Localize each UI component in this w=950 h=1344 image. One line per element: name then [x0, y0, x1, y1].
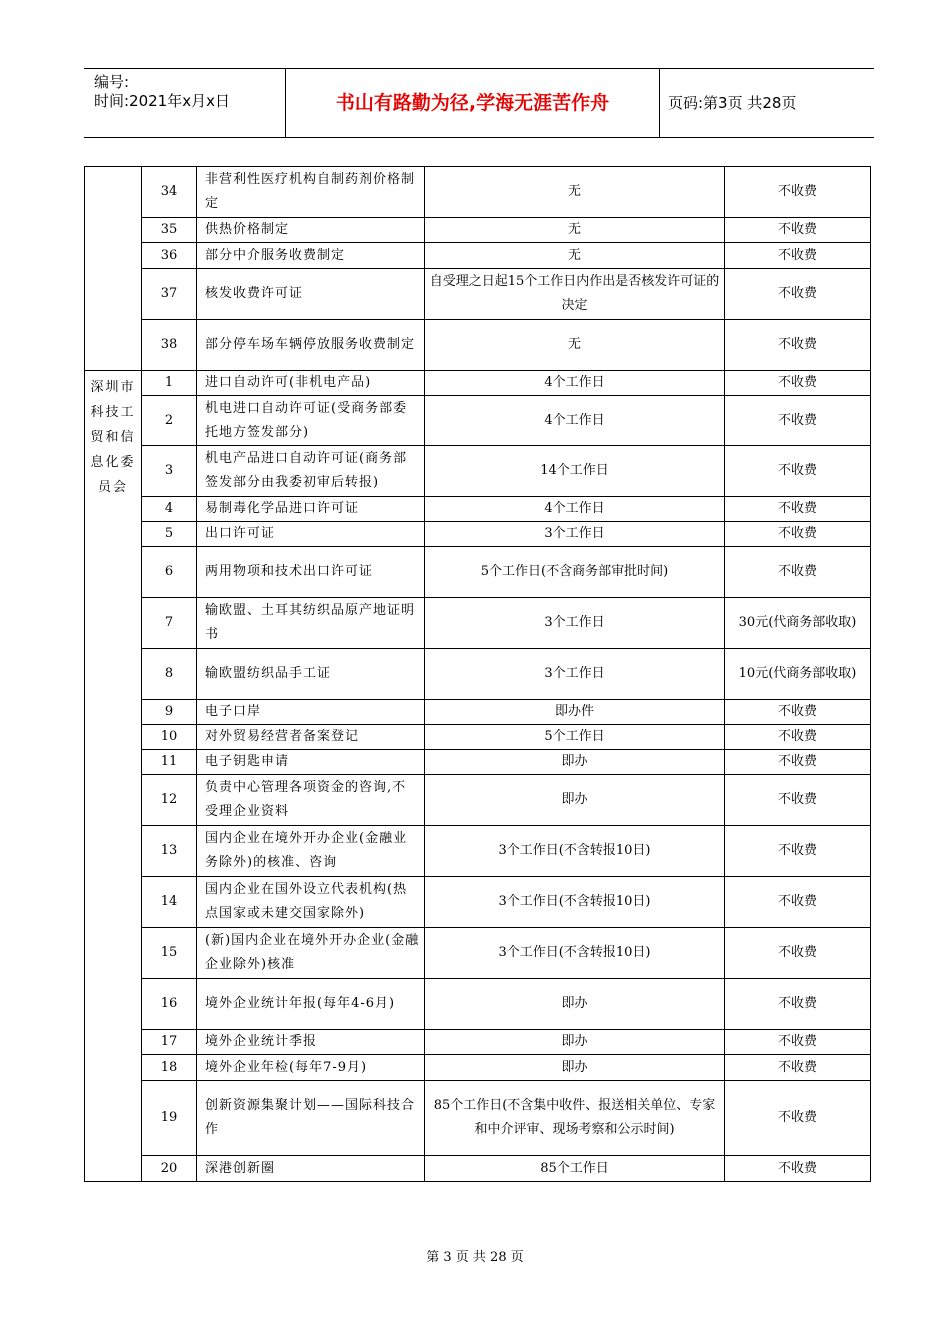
row-number: 18	[142, 1055, 197, 1081]
table-row	[85, 775, 871, 826]
item-name: 两用物项和技术出口许可证	[197, 547, 425, 598]
table-row	[85, 928, 871, 979]
processing-time: 4个工作日	[425, 371, 725, 396]
processing-time: 即办	[425, 979, 725, 1030]
header-page-number: 页码:第3页 共28页	[668, 94, 797, 112]
row-number: 10	[142, 725, 197, 750]
fee: 不收费	[725, 928, 871, 979]
fee: 不收费	[725, 725, 871, 750]
fee: 不收费	[725, 877, 871, 928]
fee: 不收费	[725, 775, 871, 826]
item-name: 机电进口自动许可证(受商务部委托地方签发部分)	[197, 396, 425, 446]
fee: 不收费	[725, 1030, 871, 1055]
processing-time: 即办	[425, 750, 725, 775]
table-row	[85, 725, 871, 750]
processing-time: 5个工作日	[425, 725, 725, 750]
item-name: 输欧盟纺织品手工证	[197, 649, 425, 700]
item-name: 核发收费许可证	[197, 269, 425, 320]
item-name: 出口许可证	[197, 522, 425, 547]
fee: 30元(代商务部收取)	[725, 598, 871, 649]
item-name: 机电产品进口自动许可证(商务部签发部分由我委初审后转报)	[197, 446, 425, 497]
item-name: 供热价格制定	[197, 218, 425, 243]
processing-time: 无	[425, 167, 725, 218]
row-number: 14	[142, 877, 197, 928]
fee: 不收费	[725, 750, 871, 775]
fee: 不收费	[725, 700, 871, 725]
table-row	[85, 1081, 871, 1156]
fee: 不收费	[725, 547, 871, 598]
row-number: 13	[142, 826, 197, 877]
row-number: 36	[142, 243, 197, 269]
header-meta	[94, 73, 230, 111]
table-row	[85, 269, 871, 320]
page-header	[84, 68, 874, 138]
fee: 不收费	[725, 1081, 871, 1156]
fee: 不收费	[725, 446, 871, 497]
table-row	[85, 218, 871, 243]
row-number: 5	[142, 522, 197, 547]
row-number: 34	[142, 167, 197, 218]
page-footer: 第 3 页 共 28 页	[426, 1250, 524, 1265]
item-name: 对外贸易经营者备案登记	[197, 725, 425, 750]
header-code: 编号:	[94, 73, 130, 91]
item-name: 电子口岸	[197, 700, 425, 725]
item-name: 部分中介服务收费制定	[197, 243, 425, 269]
processing-time: 即办	[425, 1030, 725, 1055]
processing-time: 无	[425, 218, 725, 243]
processing-time: 自受理之日起15个工作日内作出是否核发许可证的决定	[425, 269, 725, 320]
table-row	[85, 877, 871, 928]
fee: 不收费	[725, 497, 871, 522]
processing-time: 3个工作日	[425, 522, 725, 547]
item-name: 负责中心管理各项资金的咨询,不受理企业资料	[197, 775, 425, 826]
item-name: 创新资源集聚计划——国际科技合作	[197, 1081, 425, 1156]
item-name: 输欧盟、土耳其纺织品原产地证明书	[197, 598, 425, 649]
item-name: 部分停车场车辆停放服务收费制定	[197, 320, 425, 371]
row-number: 8	[142, 649, 197, 700]
fee: 不收费	[725, 1055, 871, 1081]
table-row	[85, 750, 871, 775]
item-name: 进口自动许可(非机电产品)	[197, 371, 425, 396]
row-number: 2	[142, 396, 197, 446]
processing-time: 无	[425, 320, 725, 371]
processing-time: 3个工作日(不含转报10日)	[425, 826, 725, 877]
processing-time: 即办	[425, 1055, 725, 1081]
table-row	[85, 826, 871, 877]
item-name: 境外企业统计年报(每年4-6月)	[197, 979, 425, 1030]
fee: 不收费	[725, 1156, 871, 1182]
row-number: 12	[142, 775, 197, 826]
department-cell	[85, 167, 142, 371]
table-row	[85, 1156, 871, 1182]
header-divider	[659, 69, 660, 137]
row-number: 3	[142, 446, 197, 497]
fee: 不收费	[725, 269, 871, 320]
row-number: 35	[142, 218, 197, 243]
table-row	[85, 167, 871, 218]
item-name: 易制毒化学品进口许可证	[197, 497, 425, 522]
fee: 不收费	[725, 826, 871, 877]
table-row	[85, 497, 871, 522]
processing-time: 无	[425, 243, 725, 269]
row-number: 1	[142, 371, 197, 396]
fee: 不收费	[725, 218, 871, 243]
processing-time: 3个工作日(不含转报10日)	[425, 877, 725, 928]
row-number: 11	[142, 750, 197, 775]
fee: 不收费	[725, 979, 871, 1030]
row-number: 7	[142, 598, 197, 649]
table-row	[85, 547, 871, 598]
processing-time: 即办件	[425, 700, 725, 725]
table-row	[85, 371, 871, 396]
row-number: 16	[142, 979, 197, 1030]
table-row	[85, 649, 871, 700]
row-number: 9	[142, 700, 197, 725]
processing-time: 3个工作日(不含转报10日)	[425, 928, 725, 979]
processing-time: 85个工作日(不含集中收件、报送相关单位、专家和中介评审、现场考察和公示时间)	[425, 1081, 725, 1156]
header-motto: 书山有路勤为径,学海无涯苦作舟	[335, 92, 610, 114]
processing-time: 5个工作日(不含商务部审批时间)	[425, 547, 725, 598]
service-table	[84, 166, 871, 1182]
row-number: 15	[142, 928, 197, 979]
item-name: 深港创新圈	[197, 1156, 425, 1182]
item-name: 国内企业在境外开办企业(金融业务除外)的核准、咨询	[197, 826, 425, 877]
fee: 不收费	[725, 522, 871, 547]
item-name: 境外企业年检(每年7-9月)	[197, 1055, 425, 1081]
processing-time: 14个工作日	[425, 446, 725, 497]
table-row	[85, 522, 871, 547]
table-row	[85, 700, 871, 725]
fee: 不收费	[725, 396, 871, 446]
header-time: 时间:2021年x月x日	[94, 92, 230, 110]
row-number: 17	[142, 1030, 197, 1055]
item-name: 电子钥匙申请	[197, 750, 425, 775]
fee: 不收费	[725, 371, 871, 396]
processing-time: 3个工作日	[425, 598, 725, 649]
processing-time: 4个工作日	[425, 396, 725, 446]
table-row	[85, 446, 871, 497]
table-row	[85, 396, 871, 446]
fee: 不收费	[725, 243, 871, 269]
row-number: 19	[142, 1081, 197, 1156]
processing-time: 85个工作日	[425, 1156, 725, 1182]
processing-time: 4个工作日	[425, 497, 725, 522]
item-name: 非营利性医疗机构自制药剂价格制定	[197, 167, 425, 218]
table-row	[85, 1030, 871, 1055]
processing-time: 即办	[425, 775, 725, 826]
row-number: 38	[142, 320, 197, 371]
table-row	[85, 1055, 871, 1081]
fee: 不收费	[725, 167, 871, 218]
row-number: 20	[142, 1156, 197, 1182]
department-cell: 深圳市科技工贸和信息化委员会	[85, 371, 142, 1182]
row-number: 37	[142, 269, 197, 320]
table-row	[85, 243, 871, 269]
item-name: (新)国内企业在境外开办企业(金融企业除外)核准	[197, 928, 425, 979]
row-number: 4	[142, 497, 197, 522]
processing-time: 3个工作日	[425, 649, 725, 700]
table-row	[85, 979, 871, 1030]
row-number: 6	[142, 547, 197, 598]
item-name: 国内企业在国外设立代表机构(热点国家或未建交国家除外)	[197, 877, 425, 928]
fee: 10元(代商务部收取)	[725, 649, 871, 700]
fee: 不收费	[725, 320, 871, 371]
table-row	[85, 598, 871, 649]
item-name: 境外企业统计季报	[197, 1030, 425, 1055]
table-row	[85, 320, 871, 371]
